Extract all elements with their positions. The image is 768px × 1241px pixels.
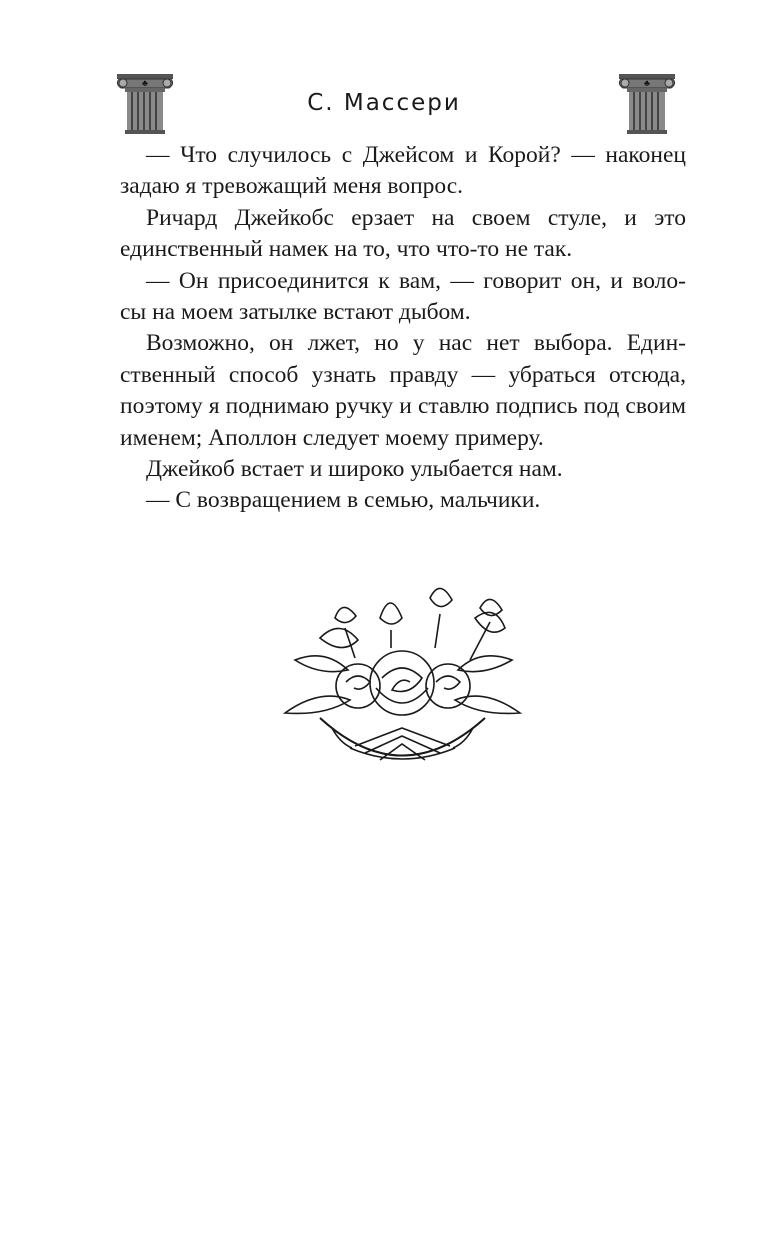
rose-bouquet-ornament-icon (280, 578, 525, 778)
paragraph-first-line: — Он присоединится к вам, — говорит он, и воло- (146, 267, 686, 294)
page-header (0, 68, 768, 138)
paragraph-continuation: единственный намек на то, что что-то не так. (120, 236, 573, 263)
svg-text:♣: ♣ (644, 78, 650, 88)
ionic-column-icon (617, 68, 677, 134)
paragraph-first-line: — С возвращением в семью, мальчики. (146, 487, 541, 514)
svg-text:♣: ♣ (142, 78, 148, 88)
paragraph (120, 140, 686, 203)
paragraph-continuation: задаю я тревожащий меня вопрос. (120, 173, 464, 200)
paragraph-continuation: сы на моем затылке встают дыбом. (120, 299, 471, 326)
body-text (120, 140, 686, 517)
paragraph-first-line: Ричард Джейкобс ерзает на своем стуле, и это (146, 204, 686, 231)
running-head: С. Массери (307, 90, 461, 116)
paragraph-first-line: Джейкоб встает и широко улыбается нам. (146, 456, 563, 483)
paragraph-first-line: Возможно, он лжет, но у нас нет выбора. Един- (146, 330, 686, 357)
paragraph (146, 485, 686, 516)
paragraph-continuation: ственный способ узнать правду — убраться отсюда, поэтому я поднимаю ручку и ставлю подпись под своим именем; Аполлон следует моему примеру. (120, 361, 686, 451)
paragraph-first-line: — Что случилось с Джейсом и Корой? — наконец (146, 142, 686, 168)
paragraph (120, 266, 686, 329)
paragraph (146, 454, 686, 485)
paragraph (120, 328, 686, 454)
paragraph (120, 203, 686, 266)
